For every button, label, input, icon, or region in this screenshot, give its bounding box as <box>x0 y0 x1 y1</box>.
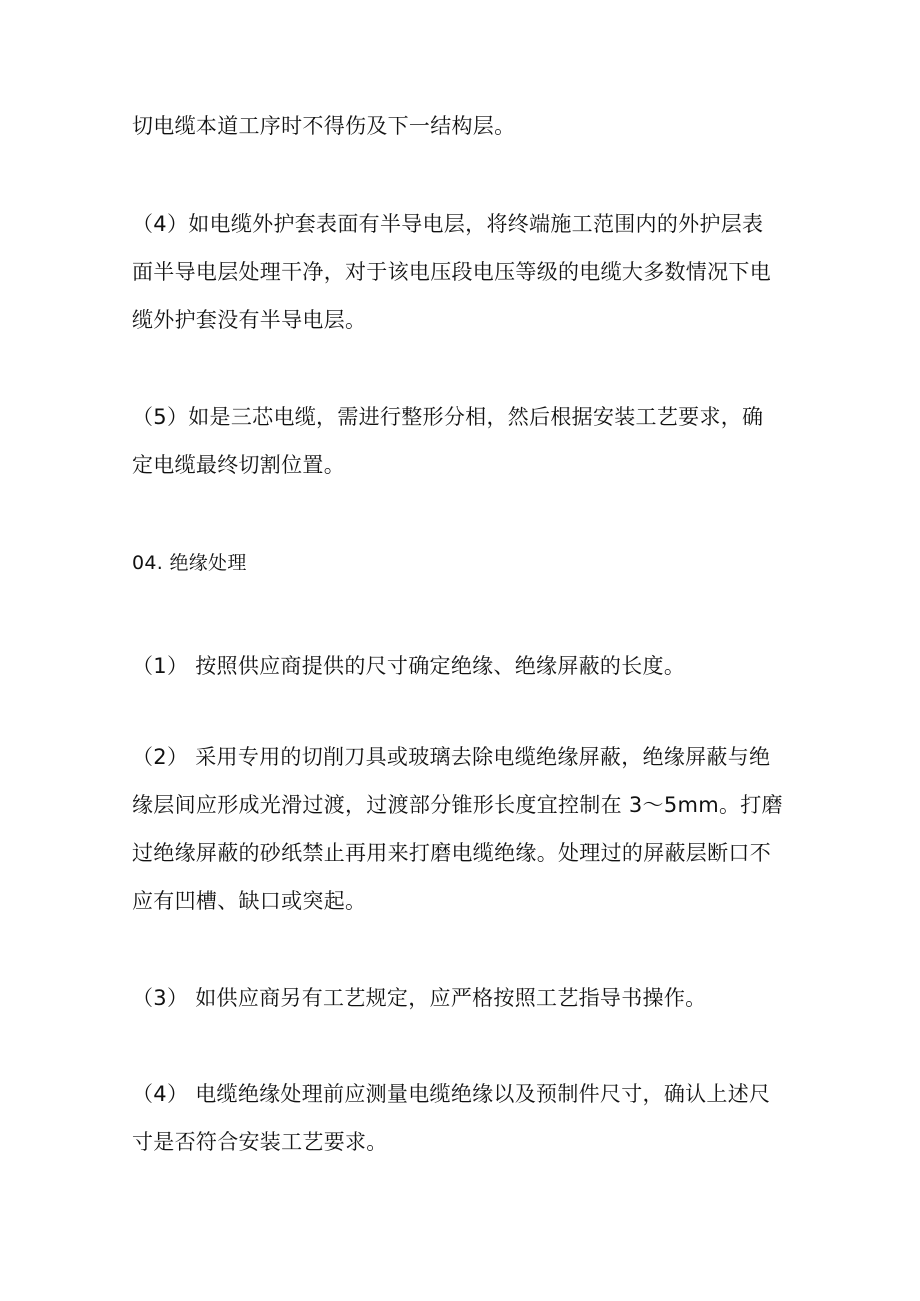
text-line: 面半导电层处理干净，对于该电压段电压等级的电缆大多数情况下电 <box>132 260 771 284</box>
text-line: （1） 按照供应商提供的尺寸确定绝缘、绝缘屏蔽的长度。 <box>132 654 686 678</box>
paragraph-step-5-three-core <box>132 393 794 489</box>
text-line: （5）如是三芯电缆，需进行整形分相，然后根据安装工艺要求，确 <box>132 405 764 429</box>
heading-text: 04. 绝缘处理 <box>132 552 247 574</box>
text-line: （4） 电缆绝缘处理前应测量电缆绝缘以及预制件尺寸，确认上述尺 <box>132 1082 771 1106</box>
text-line: 寸是否符合安装工艺要求。 <box>132 1130 388 1154</box>
paragraph-insulation-step-3 <box>132 974 794 1022</box>
text-line: （2） 采用专用的切削刀具或玻璃去除电缆绝缘屏蔽，绝缘屏蔽与绝 <box>132 745 771 769</box>
text-line: （3） 如供应商另有工艺规定，应严格按照工艺指导书操作。 <box>132 986 707 1010</box>
text-line: 缆外护套没有半导电层。 <box>132 308 367 332</box>
text-line: 过绝缘屏蔽的砂纸禁止再用来打磨电缆绝缘。处理过的屏蔽层断口不 <box>132 841 771 865</box>
text-line: 定电缆最终切割位置。 <box>132 453 345 477</box>
paragraph-insulation-step-4 <box>132 1070 794 1166</box>
text-line: 应有凹槽、缺口或突起。 <box>132 889 367 913</box>
text-line: （4）如电缆外护套表面有半导电层，将终端施工范围内的外护层表 <box>132 212 764 236</box>
section-heading-insulation <box>132 539 794 587</box>
paragraph-cut-continuation <box>132 102 794 150</box>
paragraph-step-4-outer-sheath <box>132 200 794 344</box>
paragraph-insulation-step-1 <box>132 642 794 690</box>
paragraph-insulation-step-2 <box>132 733 794 925</box>
text-line: 切电缆本道工序时不得伤及下一结构层。 <box>132 114 516 138</box>
text-line: 缘层间应形成光滑过渡，过渡部分锥形长度宜控制在 3～5mm。打磨 <box>132 793 783 817</box>
